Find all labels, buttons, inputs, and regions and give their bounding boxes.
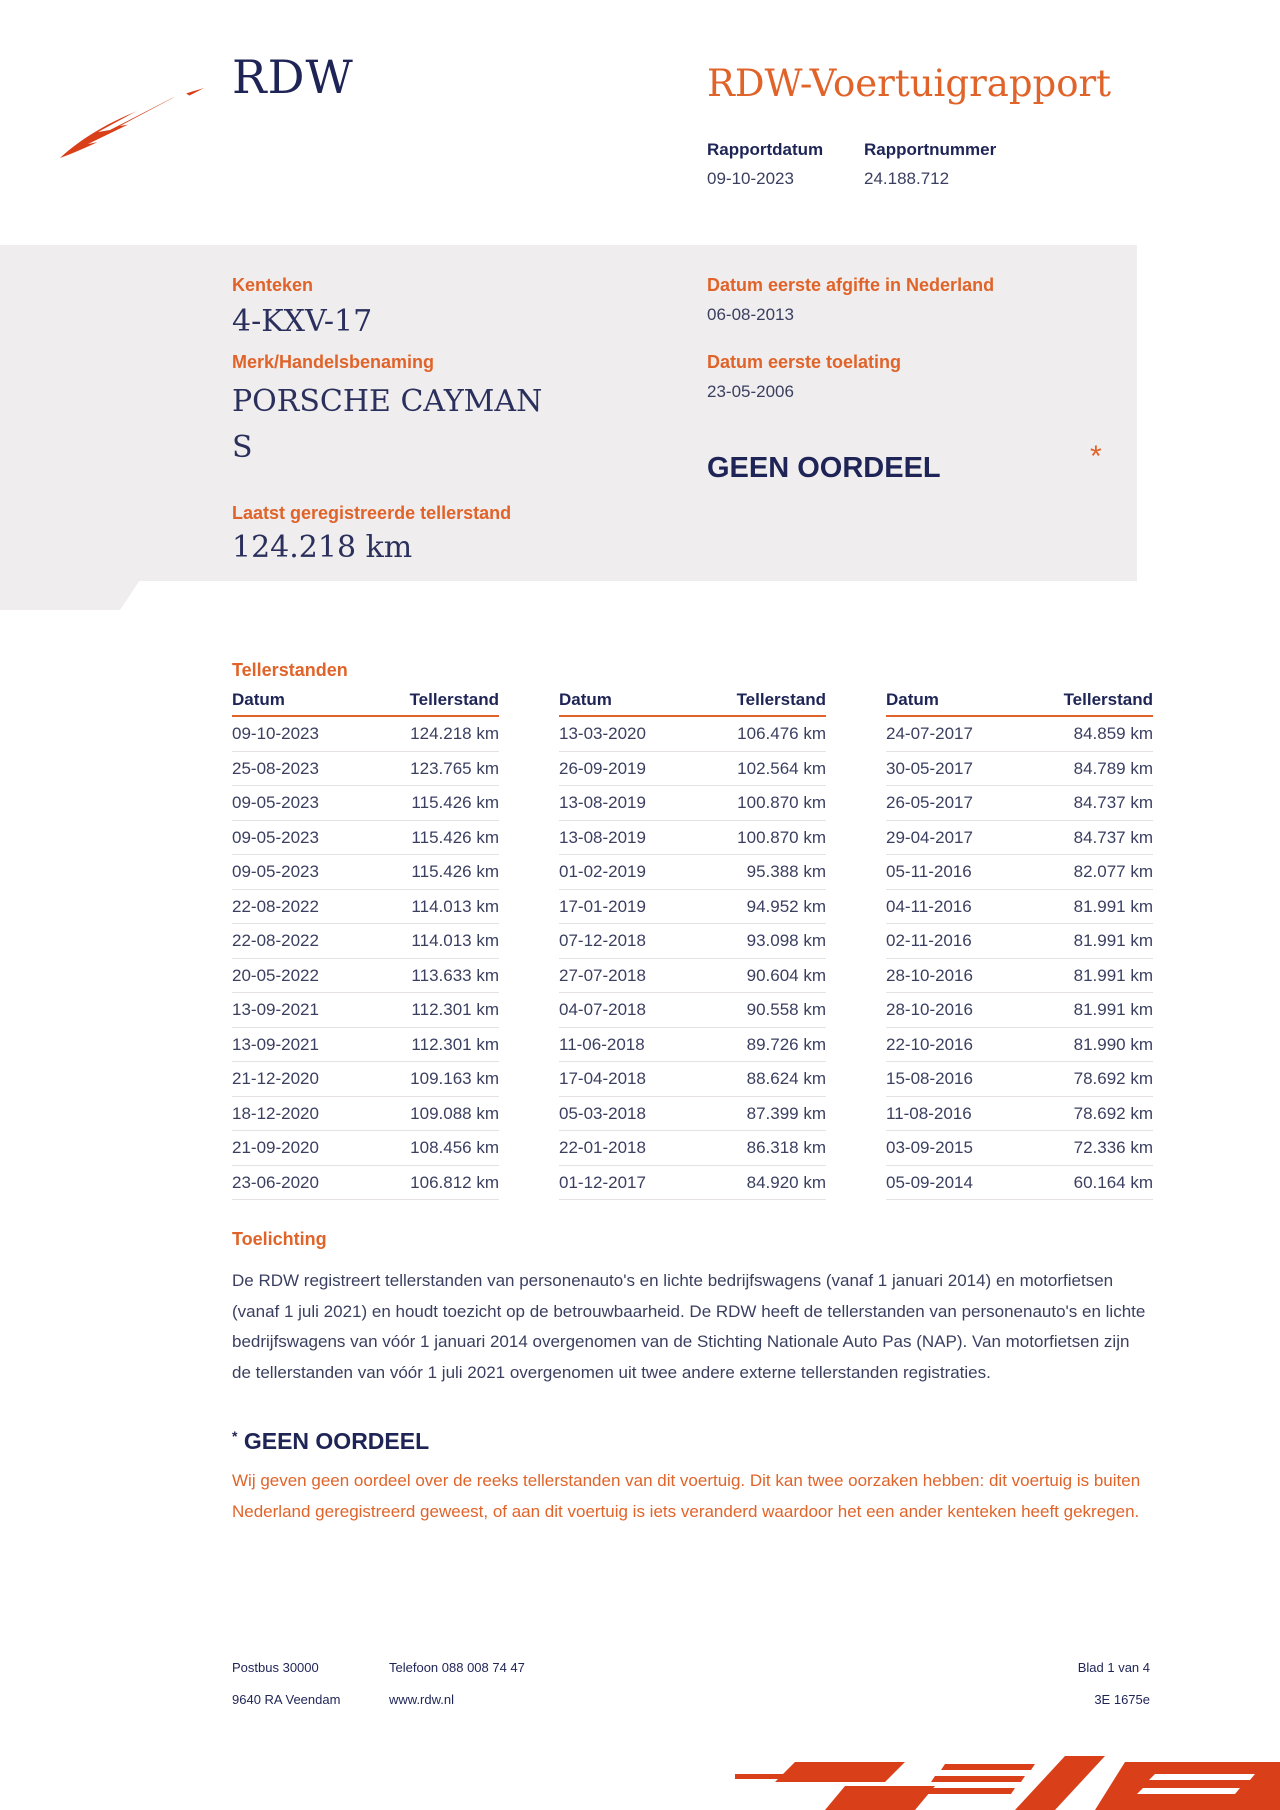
row-date: 22-01-2018: [559, 1138, 646, 1157]
row-date: 20-05-2022: [232, 965, 319, 985]
footer-website[interactable]: www.rdw.nl: [389, 1692, 455, 1707]
table-row: [232, 924, 499, 959]
row-odometer: 109.088 km: [410, 1103, 499, 1123]
table-row: [559, 890, 826, 925]
footer-po-box: Postbus 30000: [232, 1660, 319, 1675]
value-header: Tellerstand: [1063, 690, 1153, 709]
table-row: [886, 786, 1153, 821]
verdict-text: GEEN OORDEEL: [707, 452, 941, 484]
column-header: [559, 690, 826, 717]
table-row: [886, 959, 1153, 994]
table-row: [886, 924, 1153, 959]
row-date: 18-12-2020: [232, 1103, 319, 1123]
row-odometer: 84.859 km: [1073, 724, 1153, 743]
row-odometer: 82.077 km: [1073, 862, 1153, 881]
table-row: [559, 855, 826, 890]
row-date: 28-10-2016: [886, 1000, 973, 1019]
table-row: [559, 959, 826, 994]
report-date: 09-10-2023: [707, 169, 794, 188]
rdw-logo-mark-icon: [58, 82, 208, 162]
verdict-asterisk: *: [1090, 440, 1102, 473]
row-date: 21-12-2020: [232, 1069, 319, 1088]
table-row: [886, 752, 1153, 787]
table-row: [559, 717, 826, 752]
logo-text: RDW: [232, 50, 354, 104]
report-title: RDW-Voertuigrapport: [707, 62, 1112, 105]
footer-page-number: Blad 1 van 4: [1077, 1660, 1150, 1675]
row-odometer: 114.013 km: [411, 896, 499, 916]
table-row: [886, 890, 1153, 925]
table-row: [559, 924, 826, 959]
table-row: [232, 890, 499, 925]
notes-text: De RDW registreert tellerstanden van personenauto's en lichte bedrijfswagens (vanaf 1 januari 2014) en motorfietsen (vanaf 1 juli 2021) en houdt toezicht op de betrouwbaarheid. De RDW heeft de tellerstanden van personenauto's en lichte bedrijfswagens van vóór 1 januari 2014 overgenomen van de Stichting Nationale Auto Pas (NAP). Van motorfietsen zijn de tellerstanden van vóór 1 juli 2021 overgenomen uit twee andere externe tellerstanden registraties.: [232, 1271, 1146, 1382]
row-date: 05-11-2016: [886, 862, 972, 881]
row-date: 17-01-2019: [559, 896, 646, 916]
plate-label: Kenteken: [232, 275, 314, 295]
row-date: 01-12-2017: [559, 1172, 646, 1192]
row-odometer: 108.456 km: [410, 1138, 499, 1157]
table-row: [232, 1097, 499, 1132]
row-date: 26-09-2019: [559, 758, 646, 778]
date-header: Datum: [559, 690, 612, 709]
row-date: 22-10-2016: [886, 1034, 973, 1054]
row-date: 07-12-2018: [559, 931, 646, 950]
table-row: [232, 752, 499, 787]
column-header: [232, 690, 499, 717]
row-date: 04-07-2018: [559, 1000, 646, 1019]
row-odometer: 78.692 km: [1073, 1103, 1153, 1123]
row-odometer: 100.870 km: [737, 827, 826, 847]
row-odometer: 106.476 km: [737, 724, 826, 743]
table-row: [559, 1062, 826, 1097]
row-odometer: 93.098 km: [746, 931, 826, 950]
odometer-value: 124.218 km: [232, 530, 413, 565]
row-odometer: 90.558 km: [746, 1000, 826, 1019]
row-odometer: 87.399 km: [746, 1103, 826, 1123]
row-date: 05-03-2018: [559, 1103, 646, 1123]
row-odometer: 106.812 km: [410, 1172, 499, 1192]
first-nl-label: Datum eerste afgifte in Nederland: [707, 275, 995, 295]
verdict-explanation-asterisk: *: [232, 1428, 238, 1444]
row-date: 09-05-2023: [232, 793, 319, 812]
notes-title: Toelichting: [232, 1229, 327, 1249]
first-admission-value: 23-05-2006: [707, 382, 794, 401]
table-row: [559, 786, 826, 821]
row-odometer: 84.789 km: [1073, 758, 1153, 778]
odometer-column-1: [232, 690, 499, 1200]
row-odometer: 115.426 km: [411, 862, 499, 881]
table-row: [886, 993, 1153, 1028]
row-date: 11-06-2018: [559, 1034, 645, 1054]
odometer-column-3: [886, 690, 1153, 1200]
row-date: 24-07-2017: [886, 724, 973, 743]
table-row: [232, 821, 499, 856]
first-nl-value: 06-08-2013: [707, 305, 794, 324]
row-date: 30-05-2017: [886, 758, 973, 778]
row-odometer: 84.737 km: [1073, 793, 1153, 812]
footer-phone: Telefoon 088 008 74 47: [389, 1660, 525, 1675]
row-date: 15-08-2016: [886, 1069, 973, 1088]
row-date: 09-05-2023: [232, 862, 319, 881]
footer-code: 3E 1675e: [1094, 1692, 1150, 1707]
row-odometer: 72.336 km: [1073, 1138, 1153, 1157]
row-date: 02-11-2016: [886, 931, 972, 950]
row-odometer: 81.991 km: [1073, 896, 1153, 916]
row-date: 17-04-2018: [559, 1069, 646, 1088]
table-row: [886, 1166, 1153, 1201]
row-date: 25-08-2023: [232, 758, 319, 778]
row-date: 04-11-2016: [886, 896, 972, 916]
table-row: [886, 1062, 1153, 1097]
row-date: 09-05-2023: [232, 827, 319, 847]
plate-value: 4-KXV-17: [232, 304, 373, 339]
row-date: 13-08-2019: [559, 827, 646, 847]
table-row: [886, 717, 1153, 752]
row-odometer: 124.218 km: [410, 724, 499, 743]
row-date: 22-08-2022: [232, 931, 319, 950]
table-row: [559, 1166, 826, 1201]
row-odometer: 109.163 km: [410, 1069, 499, 1088]
row-odometer: 89.726 km: [746, 1034, 826, 1054]
verdict-explanation-text: Wij geven geen oordeel over de reeks tellerstanden van dit voertuig. Dit kan twee oorzaken hebben: dit voertuig is buiten Nederland geregistreerd geweest, of aan dit voertuig is iets veranderd waardoor het een ander kenteken heeft gekregen.: [232, 1471, 1141, 1521]
table-row: [886, 821, 1153, 856]
table-row: [232, 855, 499, 890]
row-odometer: 102.564 km: [737, 758, 826, 778]
table-row: [232, 717, 499, 752]
footer-city: 9640 RA Veendam: [232, 1692, 341, 1707]
decorative-stripes-icon: [735, 1752, 1280, 1810]
row-date: 13-08-2019: [559, 793, 646, 812]
row-odometer: 84.737 km: [1073, 827, 1153, 847]
row-date: 26-05-2017: [886, 793, 973, 812]
table-row: [232, 993, 499, 1028]
make-value-line1: PORSCHE CAYMAN: [232, 384, 543, 419]
date-header: Datum: [232, 690, 285, 709]
row-date: 11-08-2016: [886, 1103, 972, 1123]
row-odometer: 94.952 km: [746, 896, 826, 916]
row-date: 03-09-2015: [886, 1138, 973, 1157]
column-header: [886, 690, 1153, 717]
row-odometer: 60.164 km: [1073, 1172, 1153, 1192]
first-admission-label: Datum eerste toelating: [707, 352, 902, 372]
row-date: 01-02-2019: [559, 862, 646, 881]
row-odometer: 81.990 km: [1073, 1034, 1153, 1054]
table-row: [559, 993, 826, 1028]
row-odometer: 123.765 km: [410, 758, 499, 778]
date-header: Datum: [886, 690, 939, 709]
row-date: 28-10-2016: [886, 965, 973, 985]
row-odometer: 81.991 km: [1073, 1000, 1153, 1019]
report-number-label: Rapportnummer: [864, 140, 997, 159]
make-value-line2: S: [232, 430, 253, 465]
odometer-column-2: [559, 690, 826, 1200]
table-row: [232, 1166, 499, 1201]
report-date-label: Rapportdatum: [707, 140, 824, 159]
verdict-explanation-title: [232, 1428, 429, 1455]
row-odometer: 114.013 km: [411, 931, 499, 950]
table-row: [559, 1028, 826, 1063]
table-row: [886, 1097, 1153, 1132]
table-row: [232, 1062, 499, 1097]
row-date: 13-09-2021: [232, 1034, 319, 1054]
row-date: 21-09-2020: [232, 1138, 319, 1157]
verdict-explanation-heading: GEEN OORDEEL: [243, 1428, 430, 1454]
row-date: 05-09-2014: [886, 1172, 973, 1192]
row-date: 29-04-2017: [886, 827, 973, 847]
row-odometer: 84.920 km: [746, 1172, 826, 1192]
value-header: Tellerstand: [409, 690, 499, 709]
value-header: Tellerstand: [736, 690, 826, 709]
row-date: 13-09-2021: [232, 1000, 319, 1019]
row-odometer: 81.991 km: [1073, 965, 1153, 985]
table-row: [886, 1131, 1153, 1166]
table-row: [559, 1097, 826, 1132]
row-date: 13-03-2020: [559, 724, 646, 743]
report-number: 24.188.712: [864, 169, 950, 188]
table-row: [559, 1131, 826, 1166]
row-date: 22-08-2022: [232, 896, 319, 916]
table-row: [559, 821, 826, 856]
row-odometer: 81.991 km: [1073, 931, 1153, 950]
table-row: [886, 1028, 1153, 1063]
odometer-table-title: Tellerstanden: [232, 660, 348, 680]
table-row: [232, 959, 499, 994]
row-date: 09-10-2023: [232, 724, 319, 743]
odometer-label: Laatst geregistreerde tellerstand: [232, 503, 512, 523]
row-date: 27-07-2018: [559, 965, 646, 985]
row-odometer: 90.604 km: [746, 965, 826, 985]
panel-notch: [0, 580, 140, 610]
table-row: [232, 1028, 499, 1063]
table-row: [232, 786, 499, 821]
row-odometer: 86.318 km: [746, 1138, 826, 1157]
table-row: [886, 855, 1153, 890]
table-row: [559, 752, 826, 787]
row-odometer: 112.301 km: [411, 1034, 499, 1054]
row-odometer: 95.388 km: [746, 862, 826, 881]
row-odometer: 112.301 km: [411, 1000, 499, 1019]
row-odometer: 115.426 km: [411, 827, 499, 847]
row-odometer: 115.426 km: [411, 793, 499, 812]
row-odometer: 100.870 km: [737, 793, 826, 812]
table-row: [232, 1131, 499, 1166]
row-date: 23-06-2020: [232, 1172, 319, 1192]
row-odometer: 113.633 km: [411, 965, 499, 985]
row-odometer: 88.624 km: [746, 1069, 826, 1088]
row-odometer: 78.692 km: [1073, 1069, 1153, 1088]
make-label: Merk/Handelsbenaming: [232, 352, 435, 372]
